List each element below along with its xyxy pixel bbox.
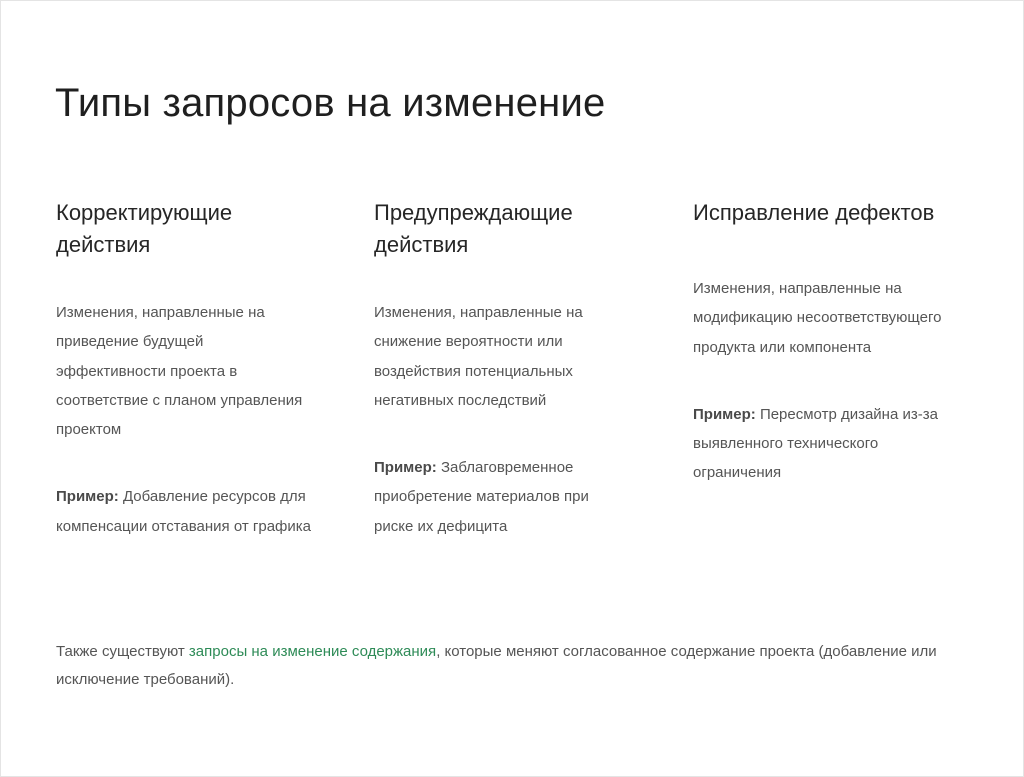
example-text: Заблаговременное приобретение материалов при риске их дефицита <box>374 459 589 535</box>
column-description: Изменения, направленные на снижение вероятности или воздействия потенциальных негативных последствий <box>374 304 583 409</box>
footer-note <box>56 638 976 694</box>
column-description: Изменения, направленные на модификацию несоответствующего продукта или компонента <box>693 280 942 356</box>
footer-text-before: Также существуют <box>56 643 189 660</box>
example-text: Пересмотр дизайна из-за выявленного технического ограничения <box>693 405 938 482</box>
example-label: Пример: <box>56 488 119 506</box>
page-title: Типы запросов на изменение <box>55 81 606 125</box>
footer-text-after: , которые меняют согласованное содержание проекта (добавление или исключение требований). <box>56 643 937 688</box>
column-heading: Корректирующие действия <box>56 200 233 257</box>
column-example <box>693 400 965 488</box>
column-example <box>56 482 321 541</box>
column-heading: Исправление дефектов <box>693 200 935 225</box>
example-text: Добавление ресурсов для компенсации отставания от графика <box>56 488 312 535</box>
column-heading: Предупреждающие действия <box>374 200 573 257</box>
column-corrective-actions <box>56 197 331 541</box>
example-label: Пример: <box>693 405 756 423</box>
example-label: Пример: <box>374 459 437 477</box>
column-defect-repair <box>693 197 993 488</box>
column-example <box>374 453 629 541</box>
footer-highlight: запросы на изменение содержания <box>188 643 437 660</box>
column-description: Изменения, направленные на приведение будущей эффективности проекта в соответствие с планом управления проектом <box>56 304 303 439</box>
column-preventive-actions <box>374 197 649 541</box>
